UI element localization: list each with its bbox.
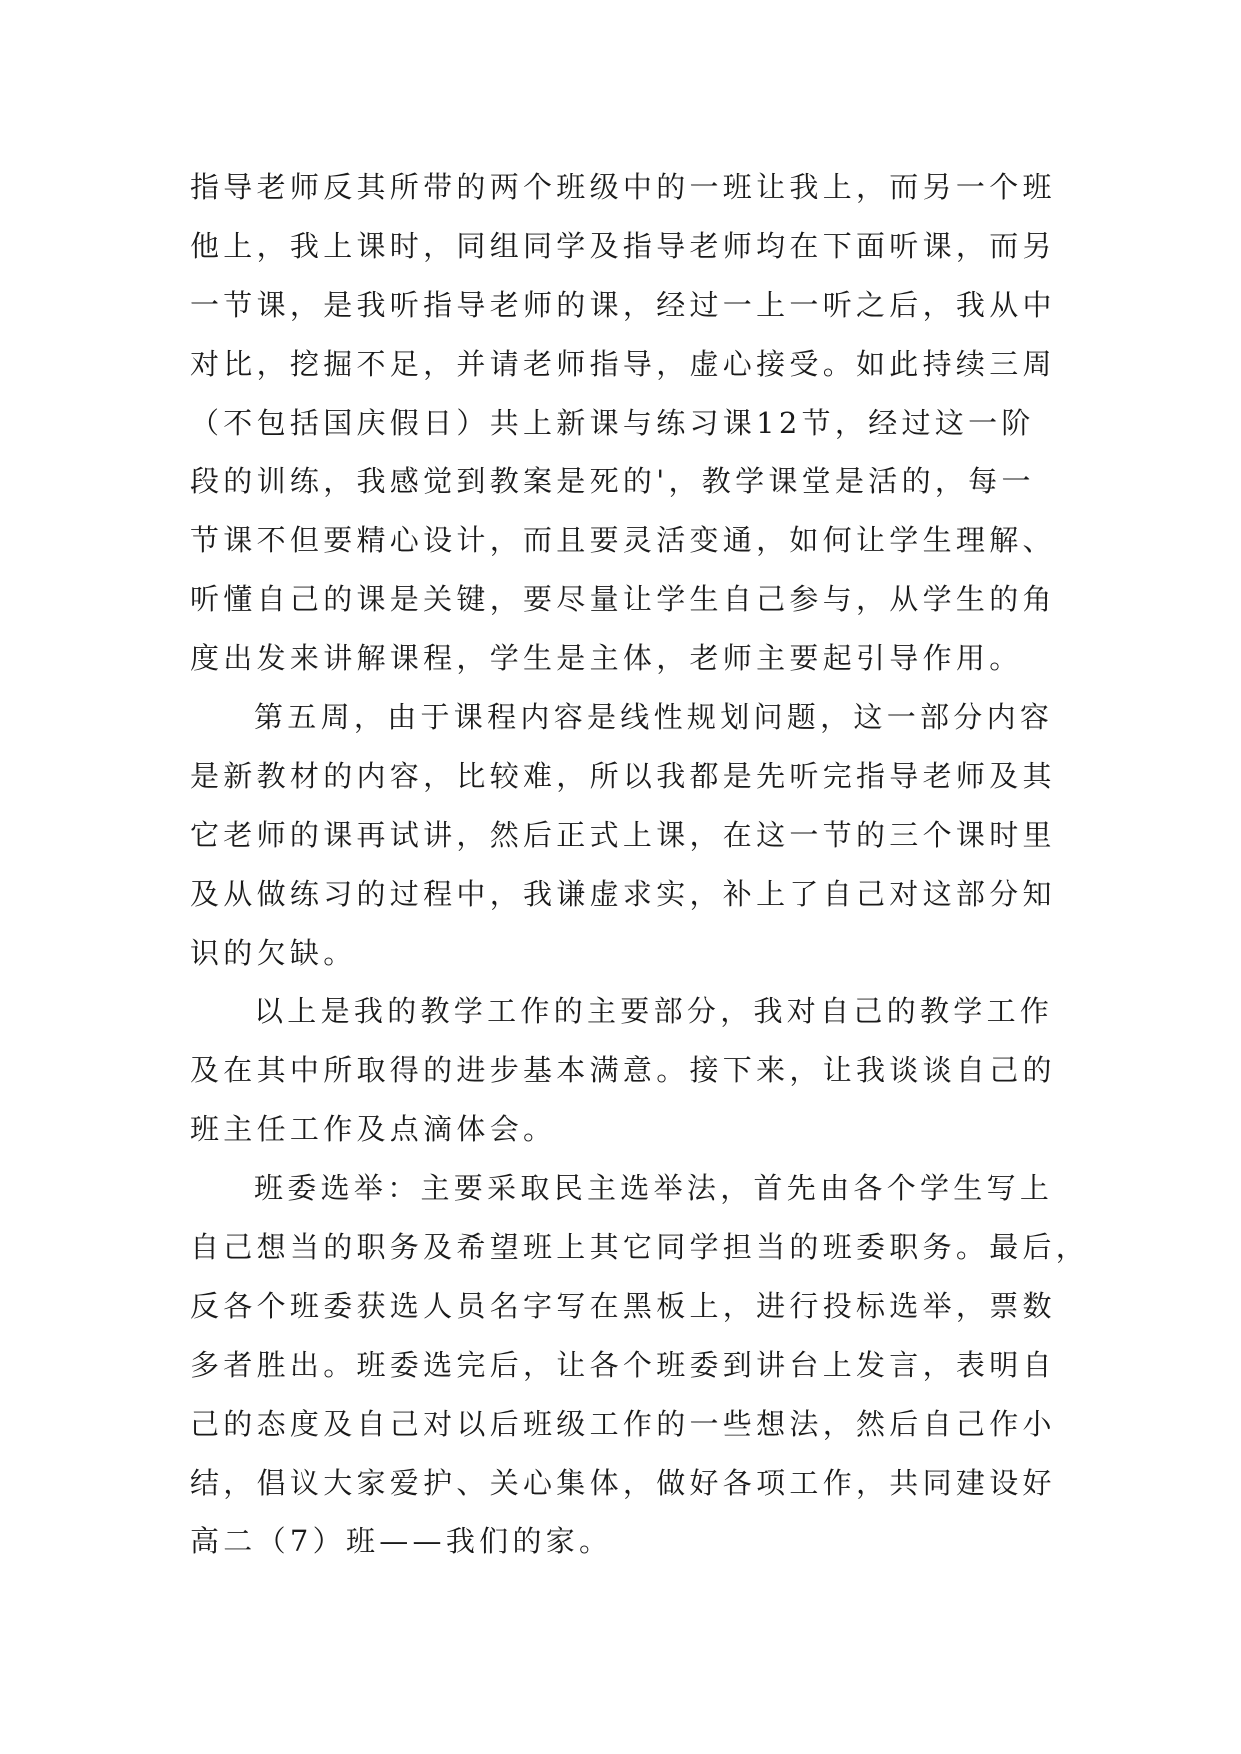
text-line: 及在其中所取得的进步基本满意。接下来，让我谈谈自己的 — [190, 1053, 1056, 1088]
text-line: 以上是我的教学工作的主要部分，我对自己的教学工作 — [254, 994, 1054, 1029]
text-line: 是新教材的内容，比较难，所以我都是先听完指导老师及其 — [190, 758, 1056, 793]
text-line: 多者胜出。班委选完后，让各个班委到讲台上发言，表明自 — [190, 1347, 1056, 1382]
text-line: 反各个班委获选人员名字写在黑板上，进行投标选举，票数 — [190, 1288, 1056, 1323]
paragraph-summary — [190, 982, 1056, 1159]
text-line: 对比，挖掘不足，并请老师指导，虚心接受。如此持续三周 — [190, 346, 1056, 381]
text-line: 段的训练，我感觉到教案是死的'，教学课堂是活的，每一 — [190, 464, 1035, 499]
text-line: 它老师的课再试讲，然后正式上课，在这一节的三个课时里 — [190, 817, 1056, 852]
text-line: 班委选举：主要采取民主选举法，首先由各个学生写上 — [254, 1171, 1054, 1206]
paragraph-class-committee-election — [190, 1159, 1090, 1571]
text-line: 第五周，由于课程内容是线性规划问题，这一部分内容 — [254, 700, 1054, 735]
paragraph-week-five — [190, 688, 1056, 982]
text-line: 自己想当的职务及希望班上其它同学担当的班委职务。最后， — [190, 1230, 1090, 1265]
text-line: 听懂自己的课是关键，要尽量让学生自己参与，从学生的角 — [190, 582, 1056, 617]
text-line: 度出发来讲解课程，学生是主体，老师主要起引导作用。 — [190, 641, 1023, 676]
paragraph-teaching-practice — [190, 158, 1056, 688]
text-line: 他上，我上课时，同组同学及指导老师均在下面听课，而另 — [190, 228, 1056, 263]
text-line: 指导老师反其所带的两个班级中的一班让我上，而另一个班 — [190, 170, 1056, 204]
text-line: 节课不但要精心设计，而且要灵活变通，如何让学生理解、 — [190, 523, 1056, 558]
text-line: 及从做练习的过程中，我谦虚求实，补上了自己对这部分知 — [190, 876, 1056, 911]
text-line: 结，倡议大家爱护、关心集体，做好各项工作，共同建设好 — [190, 1465, 1056, 1500]
text-line: 高二（7）班——我们的家。 — [190, 1524, 613, 1559]
text-line: （不包括国庆假日）共上新课与练习课12节，经过这一阶 — [190, 405, 1035, 440]
text-line: 班主任工作及点滴体会。 — [190, 1112, 557, 1147]
text-line: 己的态度及自己对以后班级工作的一些想法，然后自己作小 — [190, 1406, 1056, 1441]
document-body — [190, 158, 1090, 1571]
text-line: 一节课，是我听指导老师的课，经过一上一听之后，我从中 — [190, 287, 1056, 322]
text-line: 识的欠缺。 — [190, 935, 357, 970]
